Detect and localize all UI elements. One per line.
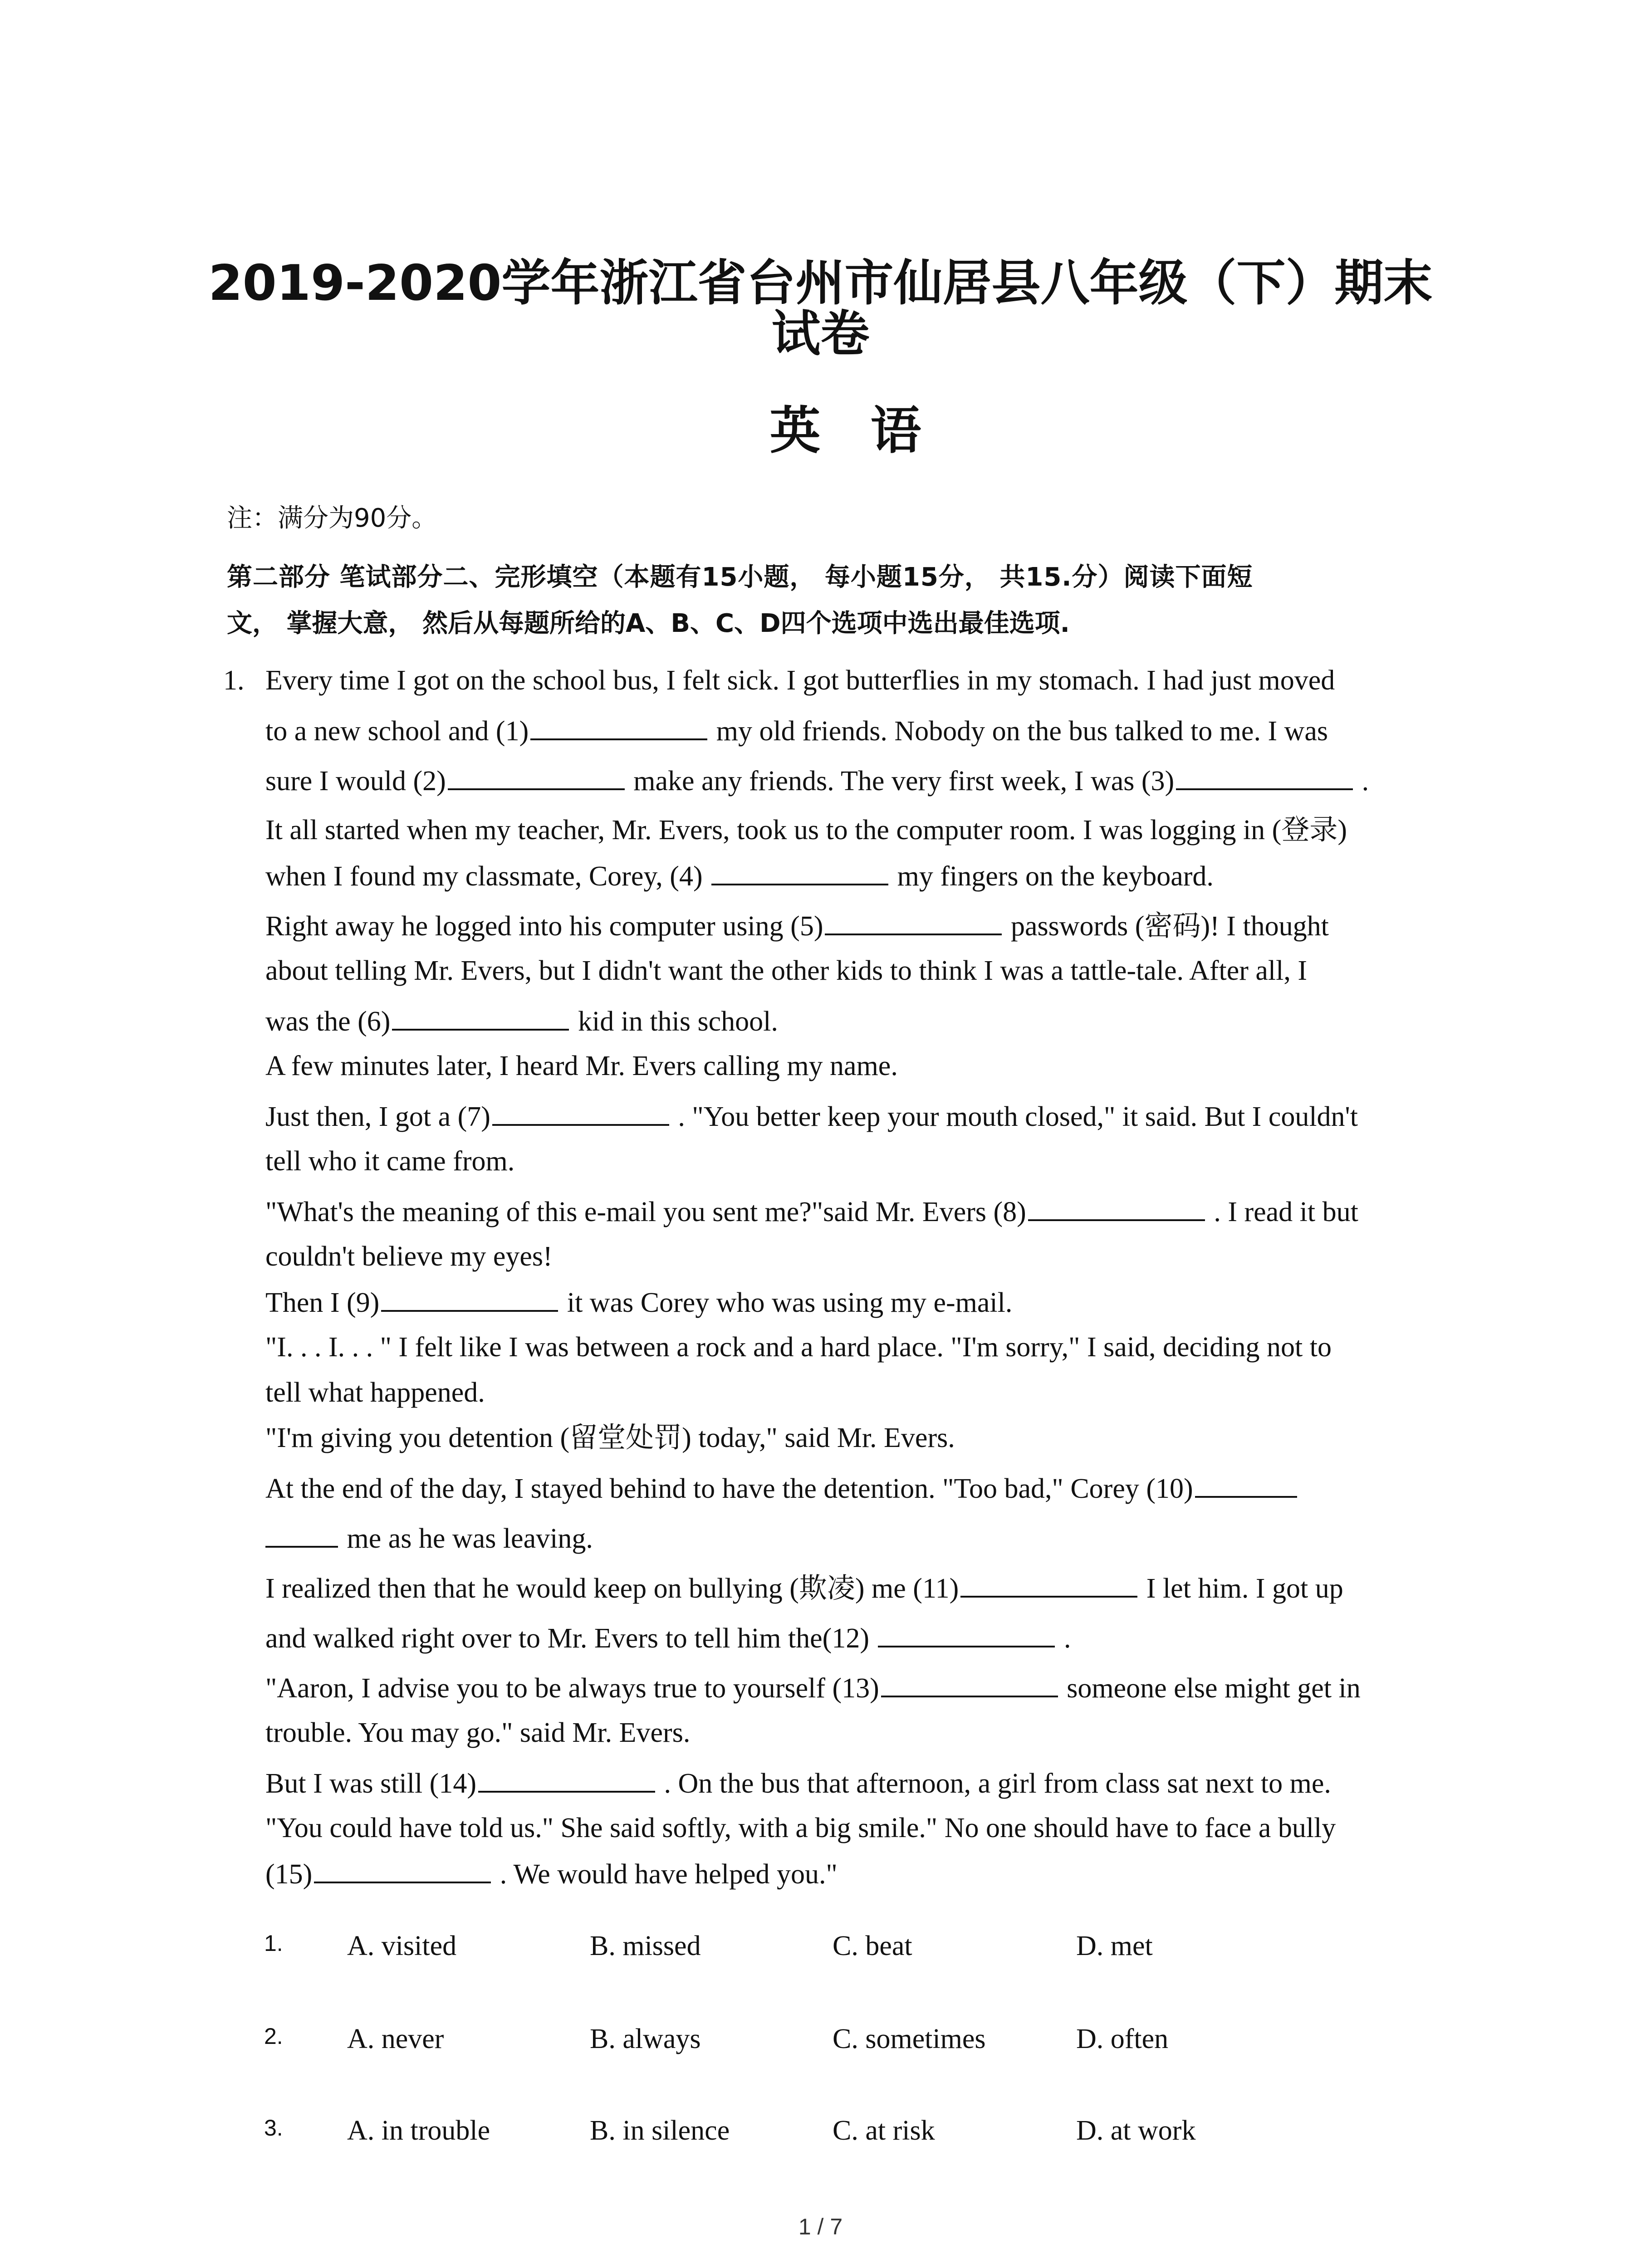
- passage-line: [265, 1619, 1450, 1669]
- blank-4: [711, 857, 888, 885]
- passage-text: tell what happened.: [265, 1377, 485, 1408]
- blank-6: [392, 1002, 569, 1031]
- passage-text: my old friends. Nobody on the bus talked to me. I was: [709, 716, 1328, 747]
- passage-text: about telling Mr. Evers, but I didn't want the other kids to think I was a tattle-tale. After all, I: [265, 955, 1308, 986]
- passage-line: [265, 1284, 1450, 1329]
- blank-7: [492, 1098, 669, 1126]
- passage-text: kid in this school.: [571, 1006, 778, 1037]
- option-d: D. met: [1076, 1931, 1153, 1961]
- passage-text: "You could have told us." She said softly, with a big smile." No one should have to face a bully: [265, 1813, 1336, 1843]
- blank-12: [878, 1619, 1055, 1647]
- subject-title: 英语: [769, 401, 971, 460]
- passage-text: sure I would (2): [265, 766, 446, 797]
- passage-text: when I found my classmate, Corey, (4): [265, 861, 710, 892]
- passage-text: my fingers on the keyboard.: [890, 861, 1214, 892]
- passage-text: At the end of the day, I stayed behind to have the detention. "Too bad," Corey (10): [265, 1473, 1193, 1504]
- option-a: A. in trouble: [347, 2115, 490, 2146]
- blank-11: [960, 1569, 1137, 1598]
- passage-line: [265, 1329, 1450, 1374]
- passage-line: [265, 1193, 1450, 1238]
- blank-9: [381, 1284, 558, 1312]
- passage-text: it was Corey who was using my e-mail.: [560, 1287, 1013, 1318]
- passage-text: I realized then that he would keep on bullying (欺凌) me (11): [265, 1573, 959, 1604]
- passage-line: [265, 1669, 1450, 1715]
- cloze-passage: [265, 662, 1450, 1905]
- passage-text: .: [1355, 766, 1369, 797]
- passage-text: But I was still (14): [265, 1768, 476, 1799]
- passage-text: .: [1057, 1623, 1071, 1654]
- option-b: B. missed: [590, 1931, 701, 1961]
- passage-line: [265, 1098, 1450, 1143]
- option-row-1: [265, 1928, 1445, 1969]
- option-number: 3.: [264, 2115, 283, 2141]
- passage-text: was the (6): [265, 1006, 391, 1037]
- score-note: 注：满分为90分。: [227, 503, 437, 533]
- option-row-3: [265, 2112, 1445, 2153]
- exam-title-line1: 2019-2020学年浙江省台州市仙居县八年级（下）期末: [208, 255, 1433, 312]
- option-c: C. beat: [833, 1931, 912, 1961]
- blank-14: [478, 1765, 655, 1793]
- blank-3: [1176, 762, 1353, 790]
- passage-line: [265, 1520, 1450, 1569]
- passage-line: [265, 762, 1450, 812]
- blank-1: [530, 712, 707, 740]
- passage-line: [265, 1470, 1450, 1520]
- passage-line: [265, 812, 1450, 857]
- option-a: A. visited: [347, 1931, 457, 1961]
- passage-line: [265, 857, 1450, 907]
- blank-5: [825, 907, 1002, 935]
- option-row-2: [265, 2021, 1445, 2062]
- option-b: B. always: [590, 2024, 701, 2054]
- passage-line: [265, 907, 1450, 953]
- option-d: D. at work: [1076, 2115, 1196, 2146]
- passage-line: [265, 1765, 1450, 1810]
- option-a: A. never: [347, 2024, 444, 2054]
- passage-text: Every time I got on the school bus, I felt sick. I got butterflies in my stomach. I had just moved: [265, 665, 1335, 696]
- passage-text: I let him. I got up: [1139, 1573, 1343, 1604]
- option-number: 1.: [264, 1931, 283, 1956]
- passage-text: (15): [265, 1859, 313, 1890]
- passage-text: "I. . . I. . . " I felt like I was between a rock and a hard place. "I'm sorry," I said, deciding not to: [265, 1332, 1332, 1363]
- instruction-line1: 第二部分 笔试部分二、完形填空（本题有15小题， 每小题15分， 共15.分）阅读下面短: [227, 562, 1253, 592]
- option-b: B. in silence: [590, 2115, 730, 2146]
- passage-line: [265, 662, 1450, 712]
- passage-text: passwords (密码)! I thought: [1004, 911, 1329, 942]
- passage-text: and walked right over to Mr. Evers to tell him the(12): [265, 1623, 877, 1654]
- passage-text: to a new school and (1): [265, 716, 529, 747]
- passage-text: me as he was leaving.: [340, 1523, 593, 1554]
- passage-text: "What's the meaning of this e-mail you sent me?"said Mr. Evers (8): [265, 1197, 1026, 1227]
- blank-10-part1: [1195, 1470, 1297, 1498]
- passage-text: . "You better keep your mouth closed," it said. But I couldn't: [671, 1101, 1358, 1132]
- passage-line: [265, 1420, 1450, 1470]
- blank-8: [1028, 1193, 1205, 1221]
- passage-text: . We would have helped you.": [493, 1859, 838, 1890]
- passage-line: [265, 1715, 1450, 1765]
- option-c: C. at risk: [833, 2115, 935, 2146]
- blank-10-part2: [265, 1520, 338, 1548]
- question-number: 1.: [223, 665, 245, 696]
- passage-text: Just then, I got a (7): [265, 1101, 490, 1132]
- passage-line: [265, 1810, 1450, 1855]
- passage-text: make any friends. The very first week, I was (3): [626, 766, 1175, 797]
- passage-text: It all started when my teacher, Mr. Evers, took us to the computer room. I was logging in (登录): [265, 815, 1347, 846]
- passage-text: Right away he logged into his computer using (5): [265, 911, 823, 942]
- page-number: 1 / 7: [798, 2214, 843, 2239]
- passage-text: "Aaron, I advise you to be always true to yourself (13): [265, 1673, 879, 1704]
- passage-text: tell who it came from.: [265, 1146, 515, 1177]
- passage-line: [265, 953, 1450, 1002]
- passage-line: [265, 1002, 1450, 1048]
- passage-line: [265, 1855, 1450, 1905]
- passage-line: [265, 1569, 1450, 1619]
- passage-text: couldn't believe my eyes!: [265, 1241, 553, 1272]
- passage-line: [265, 1374, 1450, 1420]
- passage-line: [265, 1238, 1450, 1284]
- passage-line: [265, 712, 1450, 762]
- passage-line: [265, 1048, 1450, 1098]
- passage-text: . On the bus that afternoon, a girl from class sat next to me.: [656, 1768, 1331, 1799]
- passage-text: trouble. You may go." said Mr. Evers.: [265, 1717, 691, 1748]
- blank-13: [881, 1669, 1058, 1697]
- passage-line: [265, 1143, 1450, 1193]
- blank-2: [448, 762, 625, 790]
- exam-title-line2: 试卷: [771, 306, 870, 362]
- option-d: D. often: [1076, 2024, 1169, 2054]
- instruction-line2: 文， 掌握大意， 然后从每题所给的A、B、C、D四个选项中选出最佳选项.: [227, 609, 1070, 638]
- passage-text: . I read it but: [1206, 1197, 1358, 1227]
- option-c: C. sometimes: [833, 2024, 986, 2054]
- passage-text: A few minutes later, I heard Mr. Evers calling my name.: [265, 1051, 898, 1081]
- passage-text: "I'm giving you detention (留堂处罚) today," said Mr. Evers.: [265, 1422, 955, 1453]
- option-number: 2.: [264, 2024, 283, 2049]
- passage-text: Then I (9): [265, 1287, 380, 1318]
- blank-15: [314, 1855, 491, 1883]
- passage-text: someone else might get in: [1059, 1673, 1361, 1704]
